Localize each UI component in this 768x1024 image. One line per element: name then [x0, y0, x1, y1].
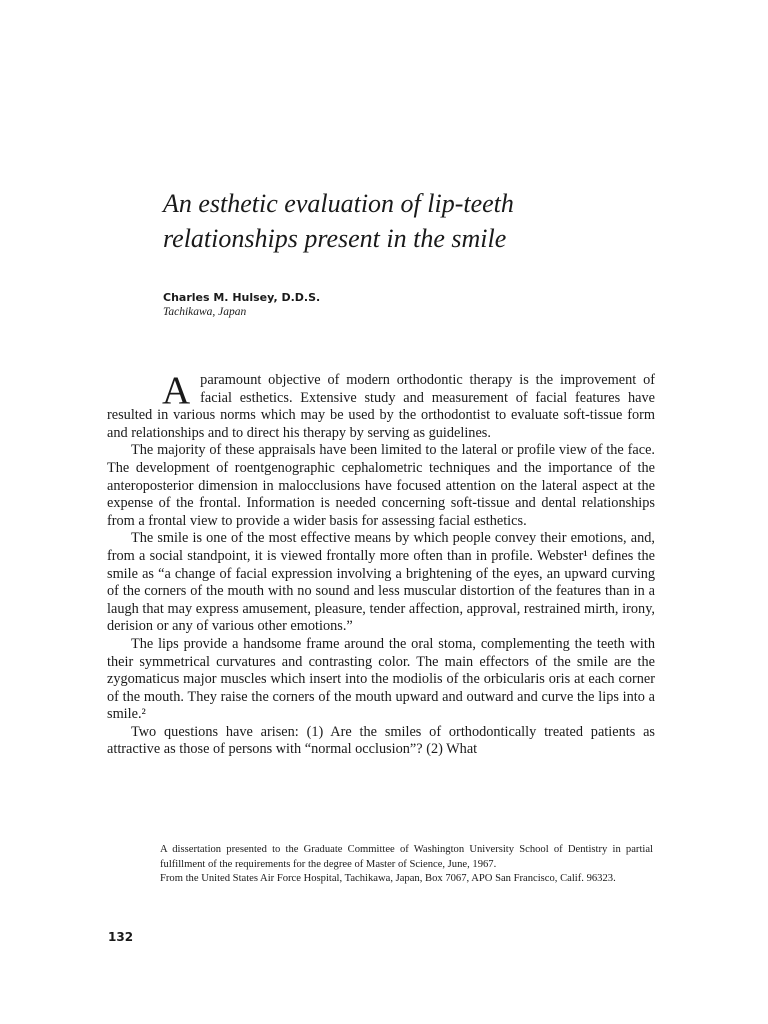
article-title: [163, 186, 683, 256]
paragraph-2: The majority of these appraisals have been limited to the lateral or profile view of the face. The development of roentgenographic cephalometric techniques and the importance of the anteroposterior dimension in malocclusions have focused attention on the lateral aspect at the expense of the frontal. Information is needed concerning soft-tissue and dental relationships from a frontal view to provide a wider basis for assessing facial esthetics.: [107, 442, 655, 529]
paragraph-1-text: paramount objective of modern orthodontic therapy is the improvement of facial esthetics. Extensive study and measurement of facial features have resulted in various norms which may be used by the orthodontist to evaluate soft-tissue form and relationships and to direct his therapy by serving as guidelines.: [107, 372, 655, 441]
paragraph-1: [107, 369, 655, 442]
footnotes: [160, 843, 653, 887]
paragraph-5: Two questions have arisen: (1) Are the smiles of orthodontically treated patients as attractive as those of persons with “normal occlusion”? (2) What: [107, 723, 655, 758]
footnote-1: A dissertation presented to the Graduate Committee of Washington University School of Dentistry in partial fulfillment of the requirements for the degree of Master of Science, June, 1967.: [160, 844, 653, 870]
paragraph-3: The smile is one of the most effective means by which people convey their emotions, and, from a social standpoint, it is viewed frontally more often than in profile. Webster¹ defines the smile as “a change of facial expression involving a brightening of the eyes, an upward curving of the corners of the mouth with no sound and less muscular distortion of the features than in a laugh that may express amusement, pleasure, tender affection, approval, restrained mirth, irony, derision or any of various other emotions.”: [107, 530, 655, 635]
paragraph-4: The lips provide a handsome frame around the oral stoma, complementing the teeth with their symmetrical curvatures and contrasting color. The main effectors of the smile are the zygomaticus major muscles which insert into the modiolis of the orbicularis oris at each corner of the mouth. They raise the corners of the mouth upward and outward and curve the lips into a smile.²: [107, 635, 655, 723]
author-affiliation: Tachikawa, Japan: [163, 306, 247, 318]
page-number: 132: [108, 930, 134, 944]
article-title-line-2: relationships present in the smile: [163, 224, 507, 253]
article-title-line-1: An esthetic evaluation of lip-teeth: [163, 189, 514, 218]
footnote-2: From the United States Air Force Hospital, Tachikawa, Japan, Box 7067, APO San Francisco, Calif. 96323.: [160, 873, 616, 884]
article-body: [107, 369, 655, 759]
drop-cap: A: [162, 369, 191, 412]
author-name: Charles M. Hulsey, D.D.S.: [163, 291, 321, 304]
